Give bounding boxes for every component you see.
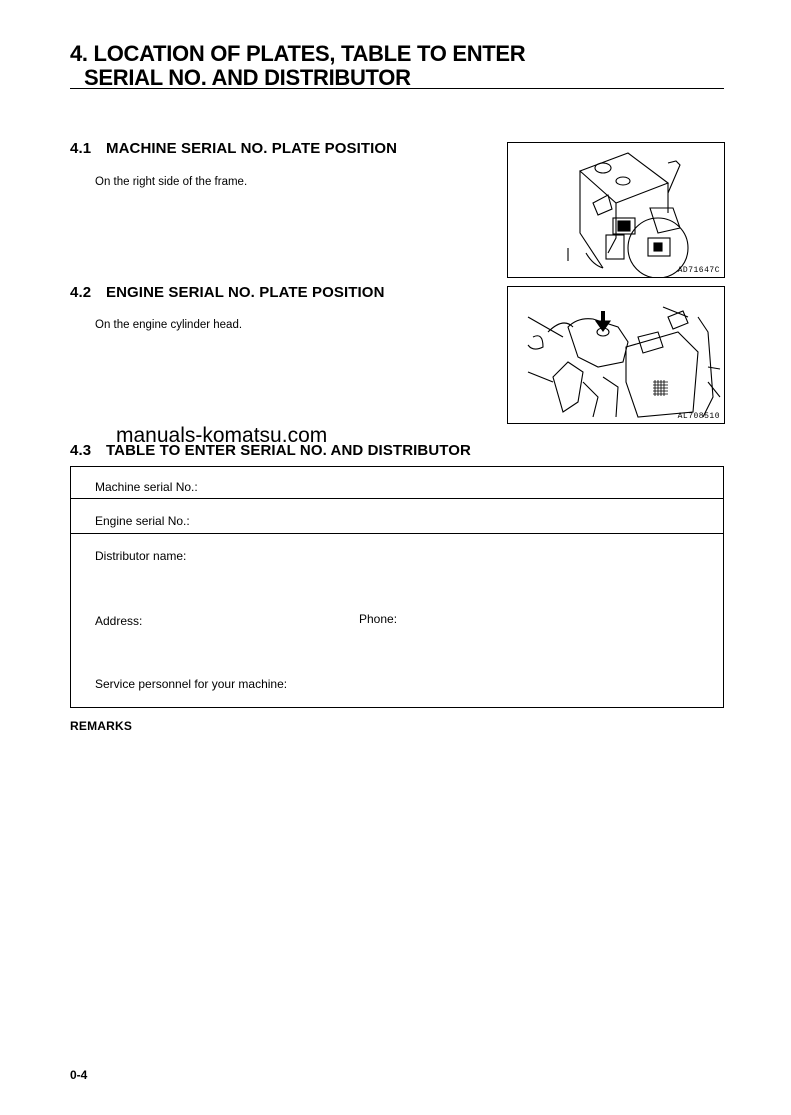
figure-label: AL708510 — [677, 412, 720, 421]
section-text-4-2: On the engine cylinder head. — [95, 319, 243, 331]
section-number: 4.3 — [70, 442, 92, 459]
remarks-heading: REMARKS — [70, 719, 133, 733]
row-divider — [71, 498, 723, 499]
section-number: 4.2 — [70, 284, 92, 301]
section-heading-4-2 — [70, 284, 385, 301]
section-title: TABLE TO ENTER SERIAL NO. AND DISTRIBUTOR — [106, 442, 471, 459]
figure-label: AD71647C — [677, 266, 720, 275]
distributor-info-block[interactable] — [71, 534, 723, 708]
section-text-4-1: On the right side of the frame. — [95, 176, 248, 188]
engine-serial-row[interactable] — [71, 500, 723, 534]
page-title — [70, 42, 525, 90]
page-number: 0-4 — [70, 1068, 88, 1082]
section-heading-4-1 — [70, 140, 397, 157]
machine-serial-row[interactable] — [71, 467, 723, 500]
machine-frame-illustration-icon — [508, 143, 724, 277]
serial-distributor-table — [70, 466, 724, 708]
section-number: 4.1 — [70, 140, 92, 157]
distributor-name-label: Distributor name: — [95, 549, 187, 563]
title-underline — [70, 88, 724, 89]
section-heading-4-3 — [70, 442, 471, 459]
figure-engine-serial-plate — [507, 286, 725, 424]
page-title-line2: SERIAL NO. AND DISTRIBUTOR — [84, 65, 411, 90]
section-title: ENGINE SERIAL NO. PLATE POSITION — [106, 284, 385, 301]
watermark: manuals-komatsu.com — [116, 424, 328, 447]
engine-cylinder-head-illustration-icon — [508, 287, 724, 423]
phone-label: Phone: — [359, 612, 398, 626]
engine-serial-label: Engine serial No.: — [95, 514, 190, 528]
address-label: Address: — [95, 614, 143, 628]
service-personnel-label: Service personnel for your machine: — [95, 677, 288, 691]
section-title: MACHINE SERIAL NO. PLATE POSITION — [106, 140, 398, 157]
machine-serial-label: Machine serial No.: — [95, 480, 198, 494]
page-title-line1: 4. LOCATION OF PLATES, TABLE TO ENTER — [70, 41, 526, 66]
figure-machine-serial-plate — [507, 142, 725, 278]
